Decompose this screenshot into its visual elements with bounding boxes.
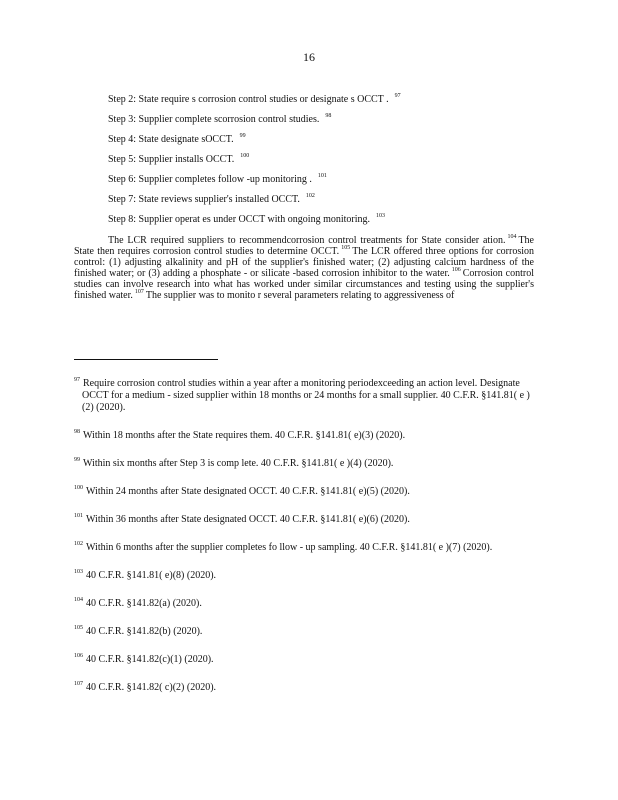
footnote-text: Within 24 months after State designated OCCT. 40 C.F.R. §141.81( e)(5) (2020). bbox=[86, 486, 410, 497]
footnote bbox=[74, 682, 534, 694]
footnote-number: 101 bbox=[74, 513, 83, 519]
footnote-text: Within 18 months after the State requires them. 40 C.F.R. §141.81( e)(3) (2020). bbox=[83, 430, 406, 441]
footnote-number: 100 bbox=[74, 485, 83, 491]
footnote-text: 40 C.F.R. §141.82(a) (2020). bbox=[86, 598, 202, 609]
footnote-text: Within six months after Step 3 is comp lete. 40 C.F.R. §141.81( e )(4) (2020). bbox=[83, 458, 394, 469]
footnote-text: 40 C.F.R. §141.82( c)(2) (2020). bbox=[86, 682, 217, 693]
paragraph-text: Corrosion control studies can involve research into what has worked under similar circumstances and testing using the supplier's finished water. bbox=[74, 268, 535, 301]
page-number: 16 bbox=[303, 50, 315, 64]
footnotes-list bbox=[74, 378, 534, 710]
footnote bbox=[74, 570, 534, 582]
footnote-number: 105 bbox=[74, 625, 83, 631]
footnote-ref: 100 bbox=[240, 153, 250, 159]
footnote bbox=[74, 378, 534, 414]
step-item bbox=[108, 110, 548, 130]
footnote-number: 102 bbox=[74, 541, 83, 547]
body-paragraph bbox=[74, 235, 534, 301]
footnote-number: 97 bbox=[74, 377, 80, 383]
step-text: Step 5: Supplier installs OCCT. bbox=[108, 154, 235, 165]
footnote-ref: 104 bbox=[507, 234, 517, 240]
footnote bbox=[74, 626, 534, 638]
footnote bbox=[74, 654, 534, 666]
footnote bbox=[74, 486, 534, 498]
step-item bbox=[108, 170, 548, 190]
step-text: Step 8: Supplier operat es under OCCT with ongoing monitoring. bbox=[108, 214, 371, 225]
footnote-ref: 107 bbox=[134, 289, 144, 295]
footnote bbox=[74, 514, 534, 526]
footnote-text: 40 C.F.R. §141.81( e)(8) (2020). bbox=[86, 570, 217, 581]
step-item bbox=[108, 90, 548, 110]
footnote-ref: 106 bbox=[451, 267, 461, 273]
footnote-number: 107 bbox=[74, 681, 83, 687]
footnote-text: Within 36 months after State designated OCCT. 40 C.F.R. §141.81( e)(6) (2020). bbox=[86, 514, 410, 525]
step-item bbox=[108, 130, 548, 150]
step-item bbox=[108, 150, 548, 170]
steps-list bbox=[108, 90, 548, 230]
footnote-ref: 99 bbox=[239, 133, 246, 139]
step-text: Step 3: Supplier complete scorrosion control studies. bbox=[108, 114, 320, 125]
footnote-number: 106 bbox=[74, 653, 83, 659]
footnote-ref: 98 bbox=[325, 113, 332, 119]
step-text: Step 6: Supplier completes follow -up monitoring . bbox=[108, 174, 312, 185]
footnote bbox=[74, 598, 534, 610]
footnote-ref: 97 bbox=[394, 93, 401, 99]
paragraph-text: The LCR offered three options for corrosion control: (1) adjusting alkalinity and pH of the supplier's finished water; (2) adjusting calcium hardness of the finished water; or (3) adding a phosphate - or silicate -based corrosion inhibitor to the water. bbox=[74, 246, 535, 279]
footnote-number: 104 bbox=[74, 597, 83, 603]
footnote-ref: 105 bbox=[341, 245, 351, 251]
footnote-ref: 101 bbox=[317, 173, 327, 179]
footnote-number: 103 bbox=[74, 569, 83, 575]
footnote-number: 98 bbox=[74, 429, 80, 435]
paragraph-text: The State then requires corrosion control studies to determine OCCT. bbox=[74, 235, 534, 257]
footnote bbox=[74, 458, 534, 470]
footnote-ref: 103 bbox=[376, 213, 386, 219]
footnote-text: 40 C.F.R. §141.82(b) (2020). bbox=[86, 626, 203, 637]
footnote-text: 40 C.F.R. §141.82(c)(1) (2020). bbox=[86, 654, 214, 665]
footnote-number: 99 bbox=[74, 457, 80, 463]
footnote bbox=[74, 542, 534, 554]
step-text: Step 7: State reviews supplier's installed OCCT. bbox=[108, 194, 300, 205]
footnote-text: Require corrosion control studies within a year after a monitoring periodexceeding an action level. Designate OCCT for a medium - sized supplier within 18 months or 24 months for a small supplier. 40 C.F.R. §141.81( e )(2) (2020). bbox=[82, 378, 530, 413]
step-text: Step 2: State require s corrosion control studies or designate s OCCT . bbox=[108, 94, 389, 105]
footnote-ref: 102 bbox=[305, 193, 315, 199]
footnote-text: Within 6 months after the supplier completes fo llow - up sampling. 40 C.F.R. §141.81( e )(7) (2020). bbox=[86, 542, 493, 553]
footnote bbox=[74, 430, 534, 442]
step-item bbox=[108, 190, 548, 210]
footnote-separator bbox=[74, 359, 218, 360]
paragraph-text: The LCR required suppliers to recommendcorrosion control treatments for State consider ation. bbox=[108, 235, 506, 246]
paragraph-text: The supplier was to monito r several parameters relating to aggressiveness of bbox=[145, 290, 455, 301]
step-text: Step 4: State designate sOCCT. bbox=[108, 134, 234, 145]
step-item bbox=[108, 210, 548, 230]
